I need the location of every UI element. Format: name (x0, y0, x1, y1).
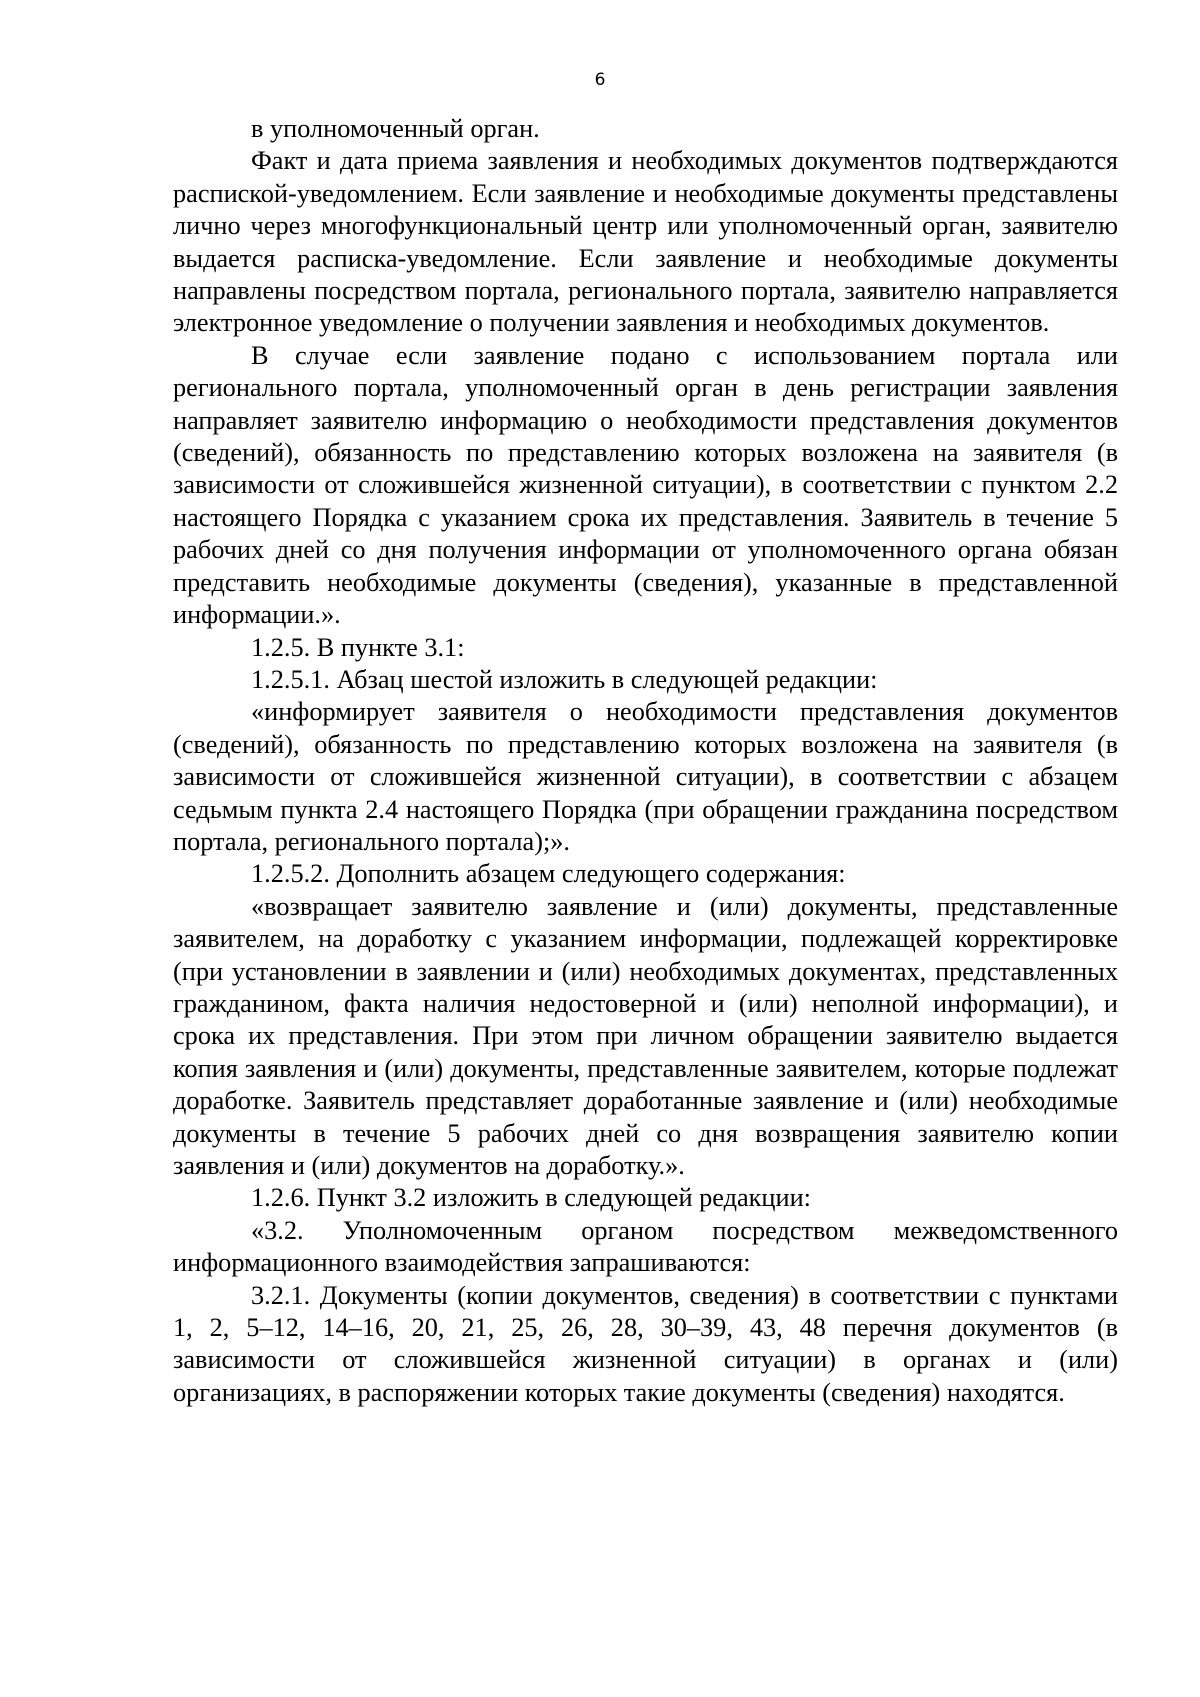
document-body (173, 113, 1118, 1409)
paragraph-item-3-2-1: 3.2.1. Документы (копии документов, сведения) в соответствии с пунктами 1, 2, 5–12, 14–16, 20, 21, 25, 26, 28, 30–39, 43, 48 перечня документов (в зависимости от сложившейся жизненной ситуации) в органах и (или) организациях, в распоряжении которых такие документы (сведения) находятся. (173, 1280, 1118, 1407)
paragraph-item-1-2-5-1: 1.2.5.1. Абзац шестой изложить в следующей редакции: (251, 664, 878, 694)
page-number: 6 (594, 70, 606, 90)
paragraph-item-1-2-5-2: 1.2.5.2. Дополнить абзацем следующего содержания: (251, 859, 846, 889)
paragraph-quote-returns: «возвращает заявителю заявление и (или) документы, представленные заявителем, на доработку с указанием информации, подлежащей корректировке (при установлении в заявлении и (или) необходимых документах, представленных гражданином, факта наличия недостоверной и (или) неполной информации), и срока их представления. При этом при личном обращении заявителю выдается копия заявления и (или) документы, представленные заявителем, которые подлежат доработке. Заявитель представляет доработанные заявление и (или) необходимые документы в течение 5 рабочих дней со дня возвращения заявителю копии заявления и (или) документов на доработку.». (173, 891, 1118, 1180)
paragraph-quote-3-2: «3.2. Уполномоченным органом посредством межведомственного информационного взаимодействия запрашиваются: (173, 1215, 1118, 1278)
paragraph-item-1-2-5: 1.2.5. В пункте 3.1: (251, 632, 465, 662)
paragraph-continuation: в уполномоченный орган. (251, 114, 540, 143)
paragraph-receipt-fact: Факт и дата приема заявления и необходимых документов подтверждаются распиской-уведомлением. Если заявление и необходимые документы представлены лично через многофункциональный центр или уполномоченный орган, заявителю выдается расписка-уведомление. Если заявление и необходимые документы направлены посредством портала, регионального портала, заявителю направляется электронное уведомление о получении заявления и необходимых документов. (173, 146, 1118, 338)
paragraph-item-1-2-6: 1.2.6. Пункт 3.2 изложить в следующей редакции: (251, 1183, 811, 1213)
paragraph-quote-informs: «информирует заявителя о необходимости представления документов (сведений), обязанность по представлению которых возложена на заявителя (в зависимости от сложившейся жизненной ситуации), в соответствии с абзацем седьмым пункта 2.4 настоящего Порядка (при обращении гражданина посредством портала, регионального портала);». (173, 697, 1118, 856)
paragraph-portal-case: В случае если заявление подано с использованием портала или регионального портала, уполномоченный орган в день регистрации заявления направляет заявителю информацию о необходимости представления документов (сведений), обязанность по представлению которых возложена на заявителя (в зависимости от сложившейся жизненной ситуации), в соответствии с пунктом 2.2 настоящего Порядка с указанием срока их представления. Заявитель в течение 5 рабочих дней со дня получения информации от уполномоченного органа обязан представить необходимые документы (сведения), указанные в представленной информации.». (173, 340, 1118, 630)
